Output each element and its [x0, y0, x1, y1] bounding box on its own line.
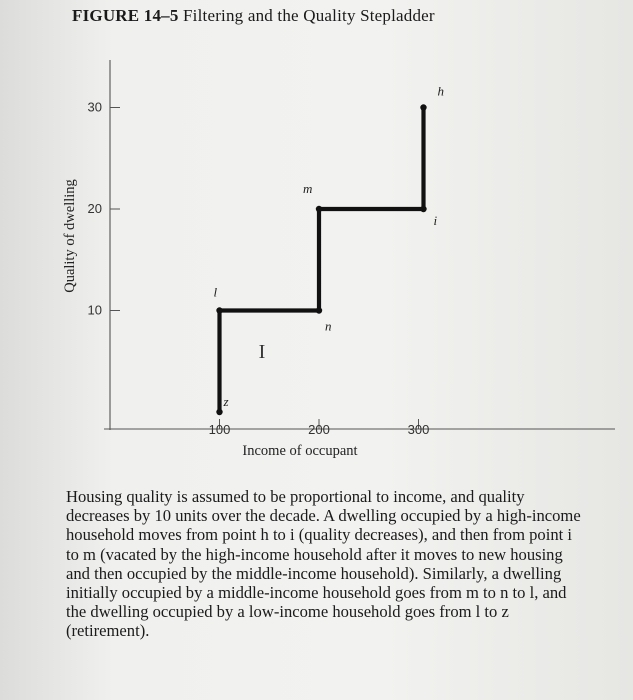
stepladder-line: [220, 108, 424, 413]
point-m: [316, 206, 322, 212]
point-label-h: h: [437, 83, 444, 99]
point-i: [420, 206, 426, 212]
x-tick-label: 100: [208, 422, 231, 437]
figure-title-text: Filtering and the Quality Stepladder: [183, 6, 435, 25]
point-label-z: z: [223, 394, 229, 409]
x-tick-label: 300: [407, 422, 430, 437]
point-l: [216, 307, 222, 313]
point-z: [216, 409, 222, 415]
figure-label: FIGURE 14–5: [72, 6, 179, 25]
point-label-l: l: [213, 284, 218, 300]
figure-caption: Housing quality is assumed to be proportional to income, and quality decreases by 10 units over the decade. A dwelling occupied by a high-income household moves from point h to i (quality decreases), and then from point i to m (vacated by the high-income household after it moves to new housing and then occupied by the middle-income household). Similarly, a dwelling initially occupied by a middle-income household goes from m to n to l, and the dwelling occupied by a low-income household goes from l to z (retirement).: [66, 487, 581, 641]
annotation-mark: I: [258, 341, 266, 363]
y-tick-label: 30: [87, 99, 102, 115]
point-n: [316, 307, 322, 313]
y-axis-label: Quality of dwelling: [62, 179, 78, 293]
x-tick-label: 200: [308, 422, 330, 437]
point-label-n: n: [325, 318, 332, 334]
y-tick-label: 20: [87, 201, 102, 216]
point-h: [420, 104, 426, 110]
point-label-i: i: [433, 213, 438, 228]
y-tick-label: 10: [87, 302, 102, 318]
point-label-m: m: [303, 181, 313, 196]
x-axis-label: Income of occupant: [242, 443, 358, 459]
